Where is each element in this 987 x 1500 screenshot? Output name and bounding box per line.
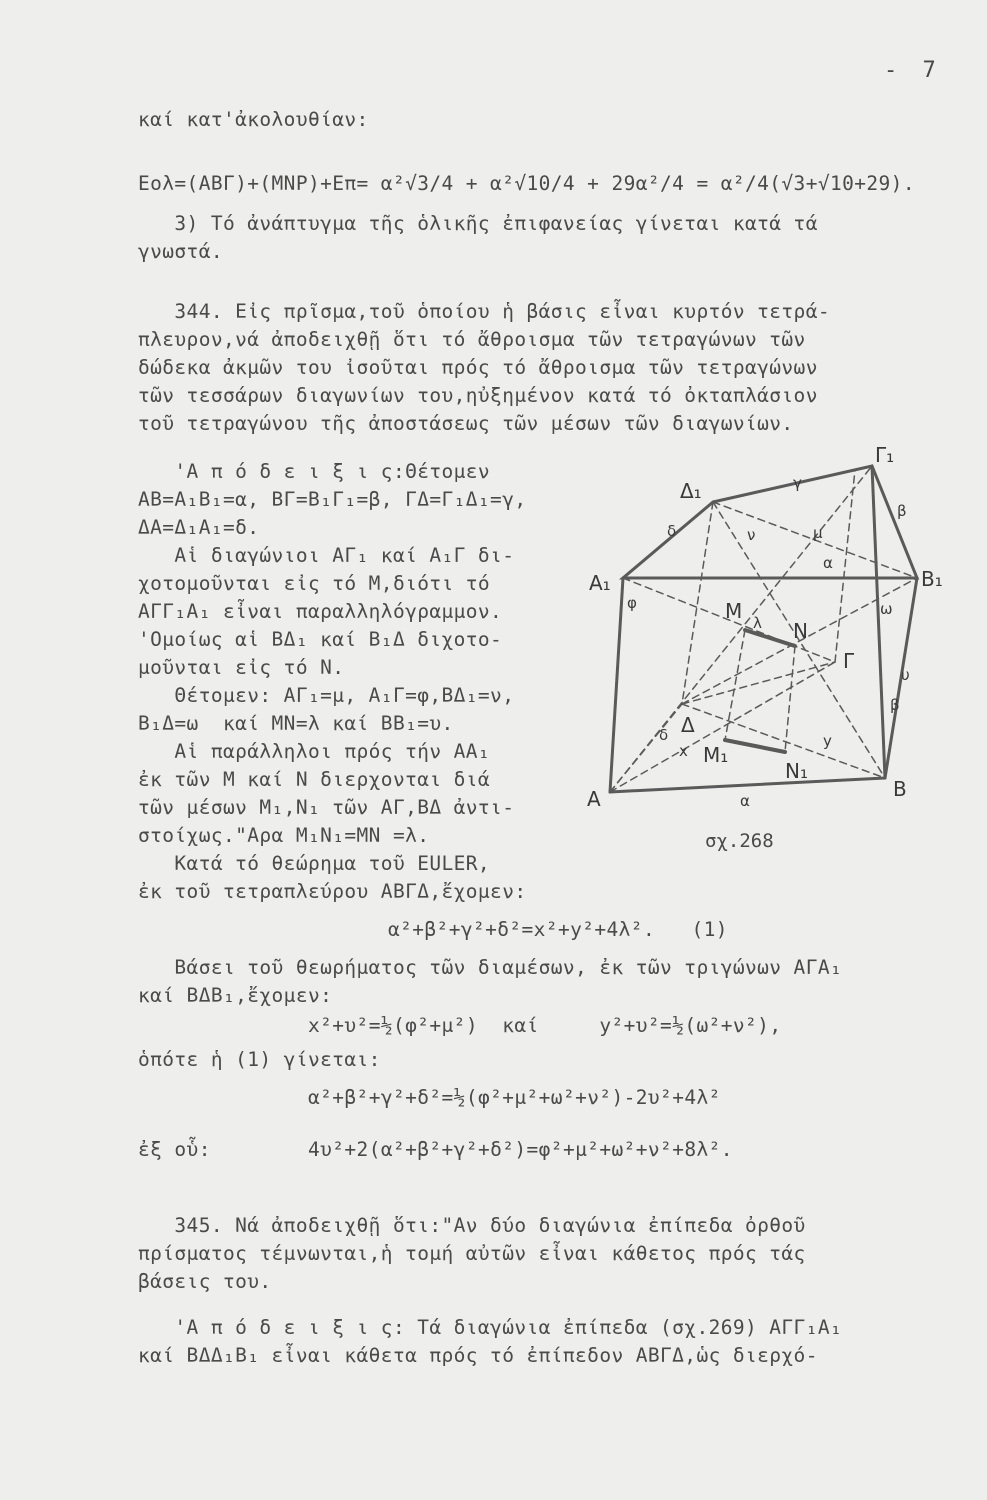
- svg-text:ν: ν: [747, 526, 756, 544]
- svg-text:Ν: Ν: [793, 619, 808, 643]
- svg-text:μ: μ: [813, 524, 823, 542]
- svg-text:ω: ω: [880, 600, 893, 618]
- text-line: τῶν μέσων Μ₁,Ν₁ τῶν ΑΓ,ΒΔ ἀντι-: [138, 796, 515, 819]
- text-line: βάσεις του.: [138, 1270, 272, 1293]
- svg-text:υ: υ: [901, 666, 910, 684]
- text-line: καί ΒΔΔ₁Β₁ εἶναι κάθετα πρός τό ἐπίπεδον ΑΒΓΔ,ὡς διερχό-: [138, 1344, 818, 1367]
- text-line: γνωστά.: [138, 240, 223, 263]
- equation-result: 4υ²+2(α²+β²+γ²+δ²)=φ²+μ²+ω²+ν²+8λ².: [308, 1138, 733, 1161]
- text-line: ὁπότε ἡ (1) γίνεται:: [138, 1048, 381, 1071]
- svg-text:Ν₁: Ν₁: [785, 759, 808, 783]
- svg-text:α: α: [740, 792, 750, 810]
- text-line: Αἱ διαγώνιοι ΑΓ₁ καί Α₁Γ δι-: [138, 544, 515, 567]
- equation-euler: α²+β²+γ²+δ²=x²+y²+4λ². (1): [388, 918, 728, 941]
- svg-text:β: β: [890, 696, 900, 714]
- proof-heading-line: 'Α π ό δ ε ι ξ ι ς:Θέτομεν: [138, 460, 491, 483]
- svg-text:x: x: [679, 742, 688, 760]
- text-line: 3) Τό ἀνάπτυγμα τῆς ὁλικῆς ἐπιφανείας γίνεται κατά τά: [138, 212, 818, 235]
- text-line: τῶν τεσσάρων διαγωνίων του,ηὐξημένον κατά τό ὀκταπλάσιον: [138, 384, 818, 407]
- equation-medians: x²+υ²=½(φ²+μ²) καί y²+υ²=½(ω²+ν²),: [308, 1014, 782, 1037]
- text-line: Κατά τό θεώρημα τοῦ EULER,: [138, 852, 491, 875]
- svg-text:Α₁: Α₁: [589, 571, 611, 595]
- svg-text:Μ₁: Μ₁: [703, 743, 729, 767]
- equation-line: α²+β²+γ²+δ²=½(φ²+μ²+ω²+ν²)-2υ²+4λ²: [308, 1086, 721, 1109]
- text-line: δώδεκα ἀκμῶν του ἰσοῦται πρός τό ἄθροισμα τῶν τετραγώνων: [138, 356, 818, 379]
- svg-text:y: y: [823, 732, 832, 750]
- svg-text:Δ₁: Δ₁: [680, 479, 702, 503]
- text-line: ΑΒ=Α₁Β₁=α, ΒΓ=Β₁Γ₁=β, ΓΔ=Γ₁Δ₁=γ,: [138, 488, 527, 511]
- svg-text:β: β: [897, 502, 907, 520]
- svg-text:Δ: Δ: [681, 713, 695, 737]
- svg-text:δ: δ: [659, 726, 669, 744]
- svg-text:Γ: Γ: [843, 649, 855, 673]
- problem-344-line: 344. Εἰς πρῖσμα,τοῦ ὁποίου ἡ βάσις εἶναι κυρτόν τετρά-: [138, 300, 830, 323]
- text-line: ΔΑ=Δ₁Α₁=δ.: [138, 516, 260, 539]
- svg-text:λ: λ: [753, 614, 762, 632]
- text-line: χοτομοῦνται εἰς τό Μ,διότι τό: [138, 572, 491, 595]
- text-line: στοίχως."Αρα Μ₁Ν₁=ΜΝ =λ.: [138, 824, 430, 847]
- svg-text:Β₁: Β₁: [921, 567, 943, 591]
- text-line: πρίσματος τέμνωνται,ἡ τομή αὐτῶν εἶναι κάθετος πρός τάς: [138, 1242, 806, 1265]
- problem-345-line: 345. Νά ἀποδειχθῇ ὅτι:"Αν δύο διαγώνια ἐπίπεδα ὀρθοῦ: [138, 1214, 806, 1237]
- text-line: Θέτομεν: ΑΓ₁=μ, Α₁Γ=φ,ΒΔ₁=ν,: [138, 684, 515, 707]
- svg-text:δ: δ: [667, 522, 677, 540]
- text-line: ἐκ τοῦ τετραπλεύρου ΑΒΓΔ,ἔχομεν:: [138, 880, 527, 903]
- figure-caption: σχ.268: [705, 830, 774, 852]
- text-line: τοῦ τετραγώνου τῆς ἀποστάσεως τῶν μέσων τῶν διαγωνίων.: [138, 412, 794, 435]
- text-line: μοῦνται εἰς τό Ν.: [138, 656, 345, 679]
- proof-heading-line: 'Α π ό δ ε ι ξ ι ς: Τά διαγώνια ἐπίπεδα (σχ.269) ΑΓΓ₁Α₁: [138, 1316, 843, 1339]
- svg-text:Α: Α: [587, 787, 601, 811]
- prism-diagram: [585, 440, 943, 870]
- text-line: ΑΓΓ₁Α₁ εἶναι παραλληλόγραμμον.: [138, 600, 503, 623]
- text-line: Αἱ παράλληλοι πρός τήν ΑΑ₁: [138, 740, 491, 763]
- label-gamma1: Γ₁: [875, 443, 895, 467]
- equation-line: Eολ=(ΑΒΓ)+(ΜΝΡ)+Eπ= α²√3/4 + α²√10/4 + 29α²/4 = α²/4(√3+√10+29).: [138, 172, 915, 195]
- text-line: 'Ομοίως αἱ ΒΔ₁ καί Β₁Δ διχοτο-: [138, 628, 503, 651]
- text-line: ἐξ οὗ:: [138, 1138, 211, 1161]
- page-number: - 7: [884, 58, 942, 83]
- text-line: Βάσει τοῦ θεωρήματος τῶν διαμέσων, ἐκ τῶν τριγώνων ΑΓΑ₁: [138, 956, 843, 979]
- prism-figure: [585, 440, 943, 870]
- text-line: πλευρον,νά ἀποδειχθῇ ὅτι τό ἄθροισμα τῶν τετραγώνων τῶν: [138, 328, 806, 351]
- text-line: ἐκ τῶν Μ καί Ν διερχονται διά: [138, 768, 491, 791]
- svg-text:α: α: [823, 554, 833, 572]
- text-line: Β₁Δ=ω καί ΜΝ=λ καί ΒΒ₁=υ.: [138, 712, 454, 735]
- svg-text:γ: γ: [793, 474, 802, 492]
- svg-text:φ: φ: [627, 594, 637, 612]
- text-line: καί ΒΔΒ₁,ἔχομεν:: [138, 984, 333, 1007]
- svg-text:Μ: Μ: [725, 599, 743, 623]
- svg-text:Β: Β: [893, 777, 907, 801]
- text-line: καί κατ'ἀκολουθίαν:: [138, 108, 369, 131]
